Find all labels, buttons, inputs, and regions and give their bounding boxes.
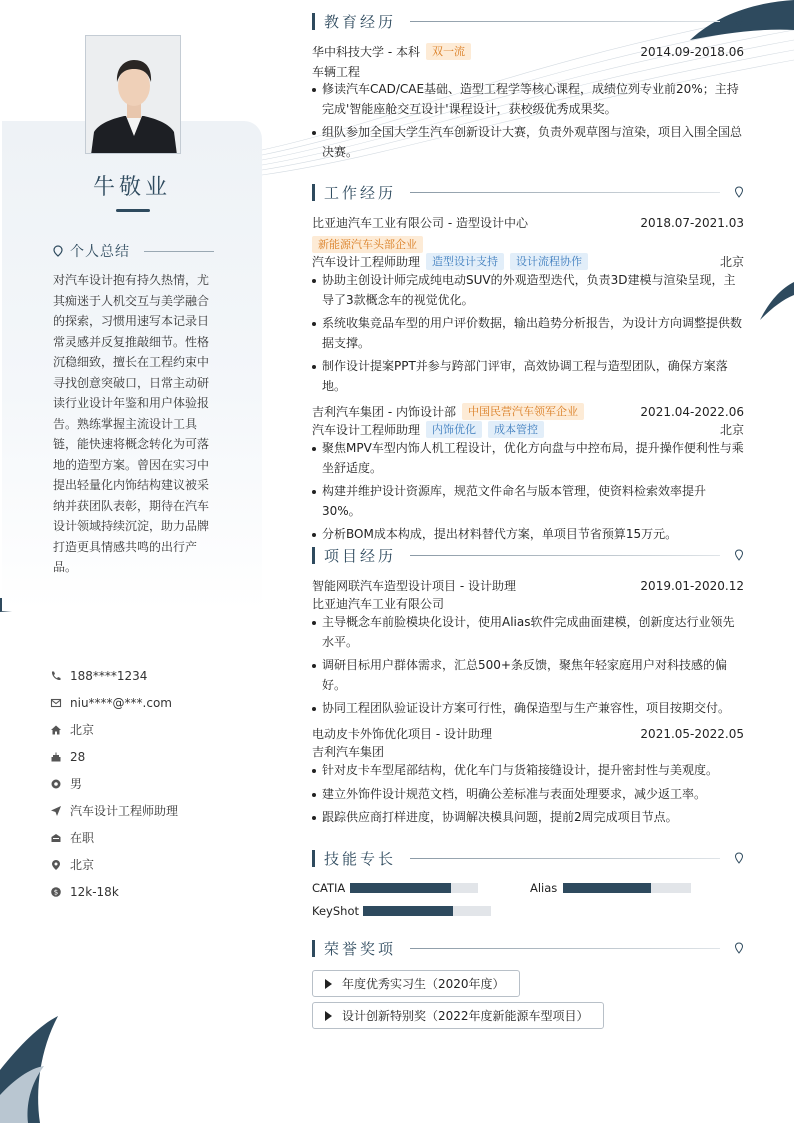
project-2-bullets <box>312 761 744 832</box>
job-date: 2018.07-2021.03 <box>640 215 744 230</box>
section-skills-header <box>312 848 744 868</box>
project-date: 2021.05-2022.05 <box>640 726 744 741</box>
skill-bar-track <box>563 883 691 893</box>
contact-gender <box>50 770 178 797</box>
job-city: 北京 <box>719 423 744 437</box>
list-item: 修读汽车CAD/CAE基础、造型工程学等核心课程，成绩位列专业前20%；主持完成'智能座舱交互设计'课程设计，获校级优秀成果奖。 <box>312 80 744 119</box>
contact-email-text: niu****@***.com <box>70 695 172 710</box>
section-bar <box>312 850 315 867</box>
list-item: 组队参加全国大学生汽车创新设计大赛，负责外观草图与渲染，项目入围全国总决赛。 <box>312 123 744 162</box>
contact-home <box>50 716 178 743</box>
triangle-right-icon <box>325 1011 332 1021</box>
salary-icon <box>50 886 62 898</box>
location-pin-icon <box>734 549 744 561</box>
job-date: 2021.04-2022.06 <box>640 404 744 419</box>
education-date: 2014.09-2018.06 <box>640 44 744 59</box>
job-2-company-row <box>312 403 744 420</box>
section-awards-header <box>312 938 744 958</box>
section-skills-title: 技能专长 <box>324 849 397 868</box>
contact-position <box>50 797 178 824</box>
project-org: 吉利汽车集团 <box>312 745 385 759</box>
skill-name: CATIA <box>312 881 346 895</box>
send-icon <box>50 805 62 817</box>
job-2-position-row <box>312 421 744 438</box>
candidate-name: 牛敬业 <box>92 175 171 200</box>
job-company-tag: 新能源汽车头部企业 <box>312 236 423 253</box>
list-item: 调研目标用户群体需求，汇总500+条反馈，聚焦年轻家庭用户对科技感的偏好。 <box>312 656 744 695</box>
section-bar <box>312 547 315 564</box>
job-skill-tag: 造型设计支持 <box>426 253 504 270</box>
skill-bar-fill <box>350 883 451 893</box>
status-icon <box>50 832 62 844</box>
section-education-title: 教育经历 <box>324 12 397 31</box>
contact-age <box>50 743 178 770</box>
section-bar <box>312 940 315 957</box>
contact-phone <box>50 662 178 689</box>
job-company: 吉利汽车集团 - 内饰设计部 <box>312 405 456 419</box>
location-pin-icon <box>734 186 744 198</box>
section-divider <box>410 555 720 556</box>
section-bar <box>312 13 315 30</box>
svg-text:$: $ <box>53 888 59 896</box>
education-tag: 双一流 <box>426 43 471 60</box>
job-1-tag-row <box>312 236 744 253</box>
education-school: 华中科技大学 - 本科 <box>312 45 420 59</box>
location-pin-icon <box>734 942 744 954</box>
section-education-header <box>312 11 744 31</box>
contact-age-text: 28 <box>70 749 86 764</box>
contact-location <box>50 851 178 878</box>
education-major-row <box>312 63 744 80</box>
section-awards-title: 荣誉奖项 <box>324 939 397 958</box>
award-text: 设计创新特别奖（2022年度新能源车型项目） <box>342 1009 589 1023</box>
job-skill-tag: 成本管控 <box>488 421 544 438</box>
list-item: 协同工程团队验证设计方案可行性，确保造型与生产兼容性，项目按期交付。 <box>312 699 744 719</box>
section-projects-title: 项目经历 <box>324 546 397 565</box>
job-company-tag: 中国民营汽车领军企业 <box>462 403 584 420</box>
list-item: 建立外饰件设计规范文档，明确公差标准与表面处理要求，减少返工率。 <box>312 785 744 805</box>
project-2-title-row <box>312 725 744 742</box>
list-item: 主导概念车前脸模块化设计，使用Alias软件完成曲面建模，创新度达行业领先水平。 <box>312 613 744 652</box>
section-work-header <box>312 182 744 202</box>
contact-position-text: 汽车设计工程师助理 <box>70 804 179 818</box>
skill-name: KeyShot <box>312 904 359 918</box>
section-work-title: 工作经历 <box>324 183 397 202</box>
skill-bar-fill <box>363 906 453 916</box>
education-major: 车辆工程 <box>312 65 361 79</box>
name-underline <box>116 209 150 212</box>
job-1-bullets <box>312 271 744 400</box>
project-org: 比亚迪汽车工业有限公司 <box>312 597 445 611</box>
project-1-bullets <box>312 613 744 723</box>
skill-bar-track <box>363 906 491 916</box>
skill-bar-fill <box>563 883 651 893</box>
summary-title: 个人总结 <box>70 244 130 260</box>
contact-list <box>50 662 178 905</box>
contact-salary <box>50 878 178 905</box>
location-pin-icon <box>734 852 744 864</box>
project-date: 2019.01-2020.12 <box>640 578 744 593</box>
award-text: 年度优秀实习生（2020年度） <box>342 977 505 991</box>
phone-icon <box>50 670 62 682</box>
summary-heading <box>52 241 214 261</box>
location-pin-icon <box>734 15 744 27</box>
contact-status-text: 在职 <box>70 831 95 845</box>
job-skill-tag: 设计流程协作 <box>510 253 588 270</box>
section-divider <box>410 858 720 859</box>
list-item: 协助主创设计师完成纯电动SUV的外观造型迭代，负责3D建模与渲染呈现，主导了3款概念车的视觉优化。 <box>312 271 744 310</box>
skill-item <box>312 881 478 895</box>
contact-location-text: 北京 <box>70 858 95 872</box>
summary-text: 对汽车设计抱有持久热情，尤其痴迷于人机交互与美学融合的探索，习惯用速写本记录日常灵感并反复推敲细节。性格沉稳细致，擅长在工程约束中寻找创意突破口，日常主动研读行业设计年鉴和用户体验报告。熟练掌握主流设计工具链，能快速将概念转化为可落地的造型方案。曾因在实习中提出轻量化内饰结构建议被采纳并获团队表彰，期待在汽车设计领域持续沉淀，助力品牌打造更具情感共鸣的出行产品。 <box>53 273 210 574</box>
education-bullets <box>312 80 744 166</box>
job-position: 汽车设计工程师助理 <box>312 255 421 269</box>
home-icon <box>50 724 62 736</box>
job-city: 北京 <box>719 255 744 269</box>
cake-icon <box>50 751 62 763</box>
project-1-title-row <box>312 577 744 594</box>
gender-icon <box>50 778 62 790</box>
list-item: 针对皮卡车型尾部结构，优化车门与货箱接缝设计，提升密封性与美观度。 <box>312 761 744 781</box>
project-2-org-row <box>312 743 744 760</box>
job-company: 比亚迪汽车工业有限公司 - 造型设计中心 <box>312 216 528 230</box>
skill-item <box>312 904 491 918</box>
location-icon <box>50 859 62 871</box>
skill-bar-track <box>350 883 478 893</box>
award-item <box>312 970 520 997</box>
skill-item <box>530 881 691 895</box>
job-position: 汽车设计工程师助理 <box>312 423 421 437</box>
job-1-company-row <box>312 214 744 231</box>
contact-email <box>50 689 178 716</box>
project-name: 智能网联汽车造型设计项目 - 设计助理 <box>312 579 516 593</box>
list-item: 系统收集竞品车型的用户评价数据，输出趋势分析报告，为设计方向调整提供数据支撑。 <box>312 314 744 353</box>
list-item: 跟踪供应商打样进度，协调解决模具问题，提前2周完成项目节点。 <box>312 808 744 828</box>
section-divider <box>410 192 720 193</box>
project-1-org-row <box>312 595 744 612</box>
list-item: 分析BOM成本构成，提出材料替代方案，单项目节省预算15万元。 <box>312 525 744 545</box>
section-projects-header <box>312 545 744 565</box>
triangle-right-icon <box>325 979 332 989</box>
job-skill-tag: 内饰优化 <box>426 421 482 438</box>
list-item: 制作设计提案PPT并参与跨部门评审，高效协调工程与造型团队，确保方案落地。 <box>312 357 744 396</box>
project-name: 电动皮卡外饰优化项目 - 设计助理 <box>312 727 492 741</box>
contact-status <box>50 824 178 851</box>
list-item: 聚焦MPV车型内饰人机工程设计，优化方向盘与中控布局，提升操作便利性与乘坐舒适度。 <box>312 439 744 478</box>
contact-gender-text: 男 <box>70 777 83 791</box>
award-item <box>312 1002 604 1029</box>
summary-divider <box>144 251 214 252</box>
location-pin-icon <box>52 245 64 257</box>
section-divider <box>410 948 720 949</box>
section-divider <box>410 21 720 22</box>
contact-salary-text: 12k-18k <box>70 884 119 899</box>
education-header-row <box>312 43 744 60</box>
section-bar <box>312 184 315 201</box>
skill-name: Alias <box>530 881 558 895</box>
job-1-position-row <box>312 253 744 270</box>
list-item: 构建并维护设计资源库，规范文件命名与版本管理，使资料检索效率提升30%。 <box>312 482 744 521</box>
job-2-bullets <box>312 439 744 549</box>
contact-home-text: 北京 <box>70 723 95 737</box>
mail-icon <box>50 697 62 709</box>
profile-photo <box>85 35 181 154</box>
contact-phone-text: 188****1234 <box>70 668 148 683</box>
